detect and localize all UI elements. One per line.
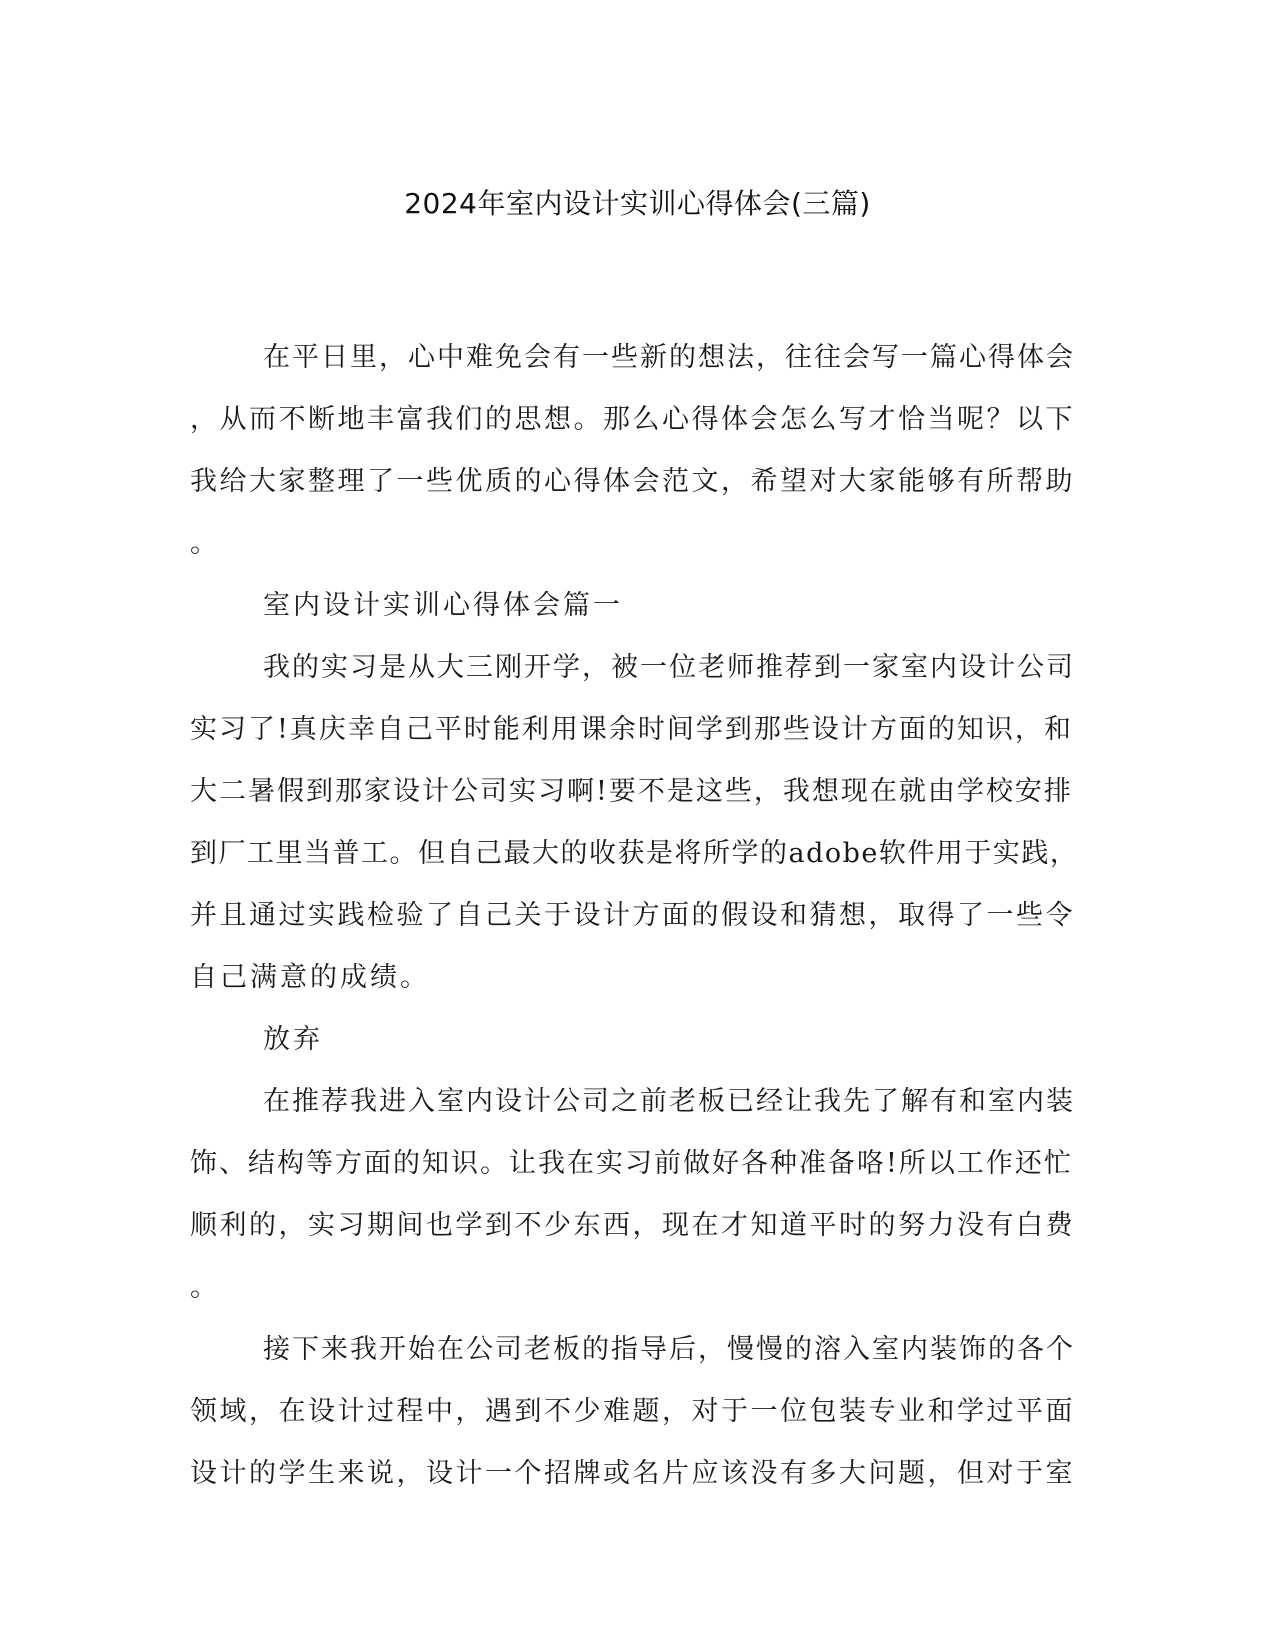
section-heading: 室内设计实训心得体会篇一 <box>263 590 623 621</box>
subheading: 放弃 <box>263 1024 323 1055</box>
paragraph-line: 自己满意的成绩。 <box>190 962 430 993</box>
paragraph-line: 领域，在设计过程中，遇到不少难题，对于一位包装专业和学过平面 <box>190 1396 1075 1427</box>
paragraph-line: 顺利的，实习期间也学到不少东西，现在才知道平时的努力没有白费 <box>190 1210 1075 1241</box>
document-title: 2024年室内设计实训心得体会(三篇) <box>404 187 871 220</box>
paragraph-line: 实习了!真庆幸自己平时能利用课余时间学到那些设计方面的知识，和 <box>190 714 1073 745</box>
paragraph-line: 在推荐我进入室内设计公司之前老板已经让我先了解有和室内装 <box>263 1086 1075 1117</box>
paragraph-line: 。 <box>190 1272 220 1303</box>
document-body <box>190 327 1080 1505</box>
paragraph-line: 接下来我开始在公司老板的指导后，慢慢的溶入室内装饰的各个 <box>263 1334 1075 1365</box>
paragraph-line: 我的实习是从大三刚开学，被一位老师推荐到一家室内设计公司 <box>263 652 1075 683</box>
paragraph-line: 我给大家整理了一些优质的心得体会范文，希望对大家能够有所帮助 <box>190 466 1075 497</box>
paragraph-line: 到厂工里当普工。但自己最大的收获是将所学的adobe软件用于实践， <box>190 838 1079 869</box>
paragraph-line: 。 <box>190 528 220 559</box>
paragraph-line: 饰、结构等方面的知识。让我在实习前做好各种准备咯!所以工作还忙 <box>190 1148 1073 1179</box>
paragraph-line: ，从而不断地丰富我们的思想。那么心得体会怎么写才恰当呢？以下 <box>190 404 1075 435</box>
paragraph-line: 大二暑假到那家设计公司实习啊!要不是这些，我想现在就由学校安排 <box>190 776 1073 807</box>
paragraph-line: 并且通过实践检验了自己关于设计方面的假设和猜想，取得了一些令 <box>190 900 1075 931</box>
paragraph-line: 在平日里，心中难免会有一些新的想法，往往会写一篇心得体会 <box>263 342 1075 373</box>
paragraph-line: 设计的学生来说，设计一个招牌或名片应该没有多大问题，但对于室 <box>190 1458 1075 1489</box>
